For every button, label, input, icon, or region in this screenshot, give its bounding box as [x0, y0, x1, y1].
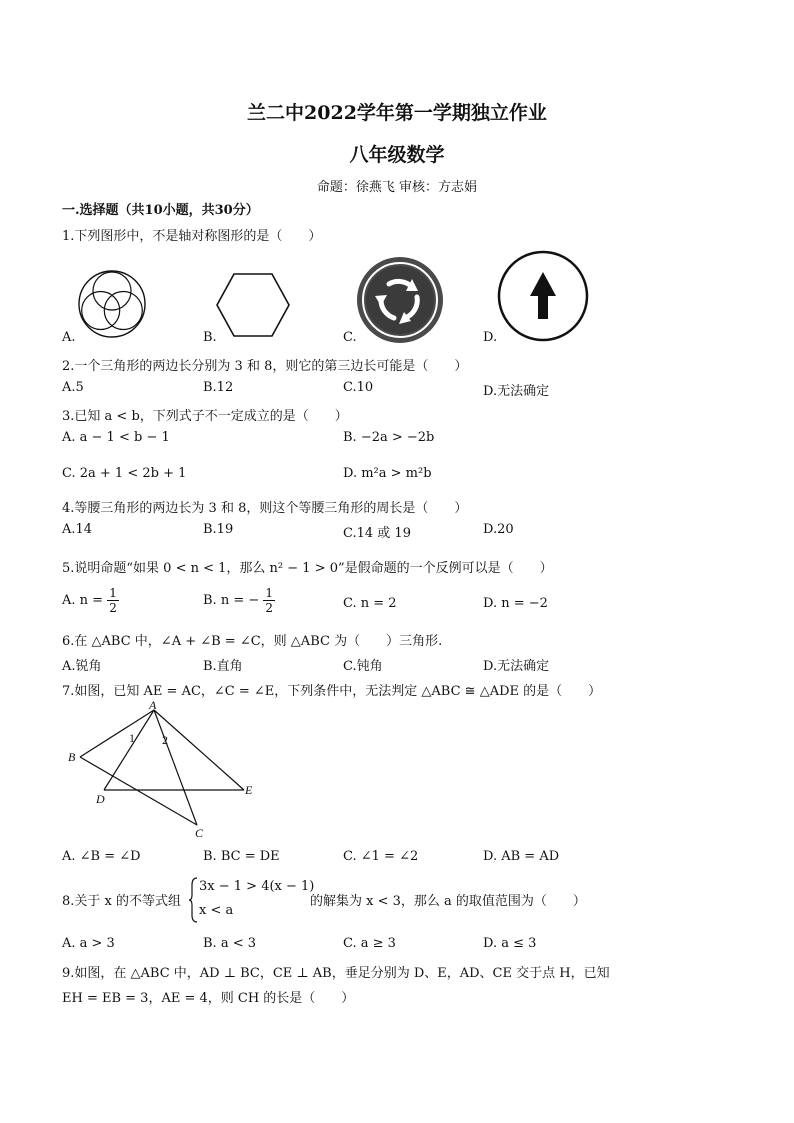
label-d: D: [96, 792, 105, 806]
question-3-stem: 3.已知 a < b，下列式子不一定成立的是（ ）: [62, 409, 348, 424]
question-6-stem: 6.在 △ABC 中，∠A + ∠B = ∠C，则 △ABC 为（ ）三角形.: [62, 634, 443, 649]
question-4-stem: 4.等腰三角形的两边长为 3 和 8，则这个等腰三角形的周长是（ ）: [62, 501, 468, 516]
page-subtitle: 八年级数学: [349, 144, 445, 166]
q5-option-b[interactable]: [203, 586, 275, 615]
q1-option-d[interactable]: D.: [483, 330, 498, 345]
q8-system-line-2: x < a: [199, 903, 234, 918]
q2-option-c[interactable]: C.10: [343, 380, 374, 395]
q3-option-a[interactable]: A. a − 1 < b − 1: [62, 430, 170, 445]
q3-option-b[interactable]: B. −2a > −2b: [343, 430, 435, 445]
q2-option-a[interactable]: A.5: [62, 380, 84, 395]
brace-icon: [188, 877, 198, 923]
q7-option-d[interactable]: D. AB = AD: [483, 849, 560, 864]
q7-option-b[interactable]: B. BC = DE: [203, 849, 280, 864]
q4-option-d[interactable]: D.20: [483, 522, 514, 537]
q3-option-c[interactable]: C. 2a + 1 < 2b + 1: [62, 466, 187, 481]
q6-option-b[interactable]: B.直角: [203, 659, 243, 674]
q7-option-c[interactable]: C. ∠1 = ∠2: [343, 849, 419, 864]
hexagon-figure: [215, 272, 291, 338]
q8-option-b[interactable]: B. a < 3: [203, 936, 256, 951]
section-heading: 一.选择题（共10小题，共30分）: [62, 203, 259, 218]
q5-option-c[interactable]: C. n = 2: [343, 596, 397, 611]
q8-option-d[interactable]: D. a ≤ 3: [483, 936, 537, 951]
label-b: B: [68, 750, 76, 764]
q6-option-c[interactable]: C.钝角: [343, 659, 383, 674]
q7-option-a[interactable]: A. ∠B = ∠D: [62, 849, 141, 864]
arrow-up-sign-icon: [496, 249, 590, 343]
q6-option-a[interactable]: A.锐角: [62, 659, 102, 674]
q4-option-a[interactable]: A.14: [62, 522, 93, 537]
q1-option-b[interactable]: B.: [203, 330, 217, 345]
question-2-stem: 2.一个三角形的两边长分别为 3 和 8，则它的第三边长可能是（ ）: [62, 359, 468, 374]
q5-option-a-label: A. n =: [62, 593, 104, 608]
q4-option-b[interactable]: B.19: [203, 522, 234, 537]
q8-stem-post: 的解集为 x < 3，那么 a 的取值范围为（ ）: [310, 894, 586, 909]
question-1-stem: 1.下列图形中，不是轴对称图形的是（ ）: [62, 229, 322, 244]
question-9-line-2: EH = EB = 3，AE = 4，则 CH 的长是（ ）: [62, 991, 355, 1006]
q5-option-d[interactable]: D. n = −2: [483, 596, 548, 611]
q8-option-c[interactable]: C. a ≥ 3: [343, 936, 396, 951]
circle-trefoil-figure: [75, 267, 149, 341]
question-9-line-1: 9.如图，在 △ABC 中，AD ⊥ BC，CE ⊥ AB，垂足分别为 D、E，AD、CE 交于点 H，已知: [62, 966, 610, 981]
q3-option-d[interactable]: D. m²a > m²b: [343, 466, 432, 481]
question-5-stem: 5.说明命题“如果 0 < n < 1，那么 n² − 1 > 0”是假命题的一个反例可以是（ ）: [62, 561, 553, 576]
label-e: E: [245, 783, 253, 797]
fraction-numerator: 1: [109, 586, 117, 600]
q5-option-b-label: B. n = −: [203, 593, 260, 608]
fraction-one-half: [107, 586, 119, 615]
q1-option-a[interactable]: A.: [62, 330, 76, 345]
q1-option-c[interactable]: C.: [343, 330, 357, 345]
q8-system-line-1: 3x − 1 > 4(x − 1): [199, 879, 315, 894]
label-a: A: [149, 700, 157, 712]
fraction-numerator: 1: [265, 586, 274, 600]
label-c: C: [195, 826, 204, 840]
q2-option-b[interactable]: B.12: [203, 380, 234, 395]
page-title: 兰二中2022学年第一学期独立作业: [247, 102, 547, 124]
question-7-stem: 7.如图，已知 AE = AC，∠C = ∠E，下列条件中，无法判定 △ABC ≅ △ADE 的是（ ）: [62, 684, 602, 699]
triangle-figure: [62, 700, 272, 845]
fraction-denominator: 2: [109, 601, 117, 615]
q2-option-d[interactable]: D.无法确定: [483, 384, 550, 399]
q5-option-a[interactable]: [62, 586, 119, 615]
q6-option-d[interactable]: D.无法确定: [483, 659, 550, 674]
q4-option-c[interactable]: C.14 或 19: [343, 526, 411, 541]
roundabout-sign-icon: [355, 255, 445, 345]
fraction-one-half: [263, 586, 275, 615]
label-angle-2: 2: [162, 733, 168, 747]
q8-option-a[interactable]: A. a > 3: [62, 936, 115, 951]
fraction-denominator: 2: [265, 601, 274, 615]
label-angle-1: 1: [129, 731, 135, 745]
authors-line: 命题：徐燕飞 审核：方志娟: [316, 180, 478, 195]
q8-stem-pre: 8.关于 x 的不等式组: [62, 894, 181, 909]
